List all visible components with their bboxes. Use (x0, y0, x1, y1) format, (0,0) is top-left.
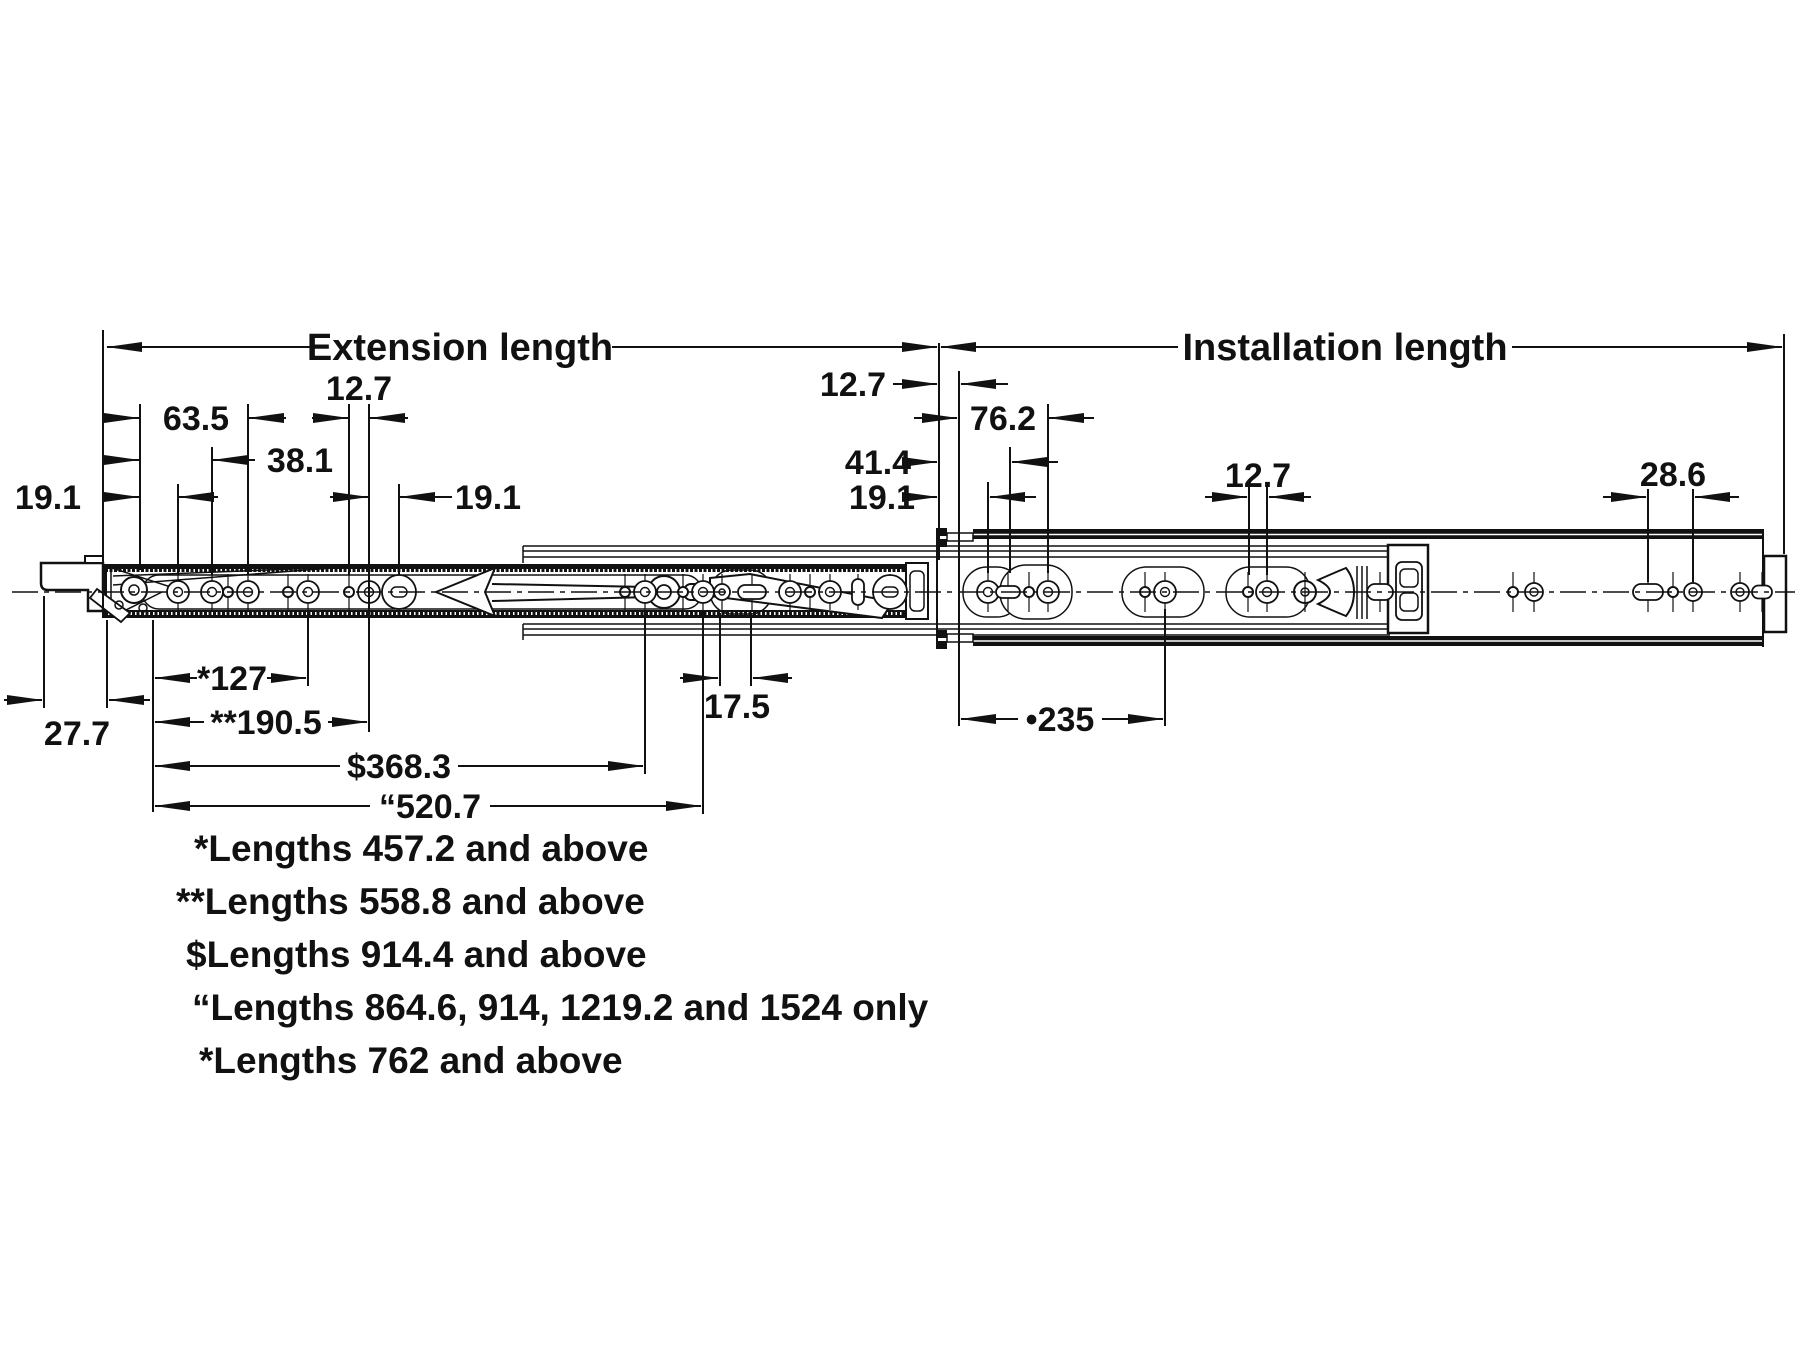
dim-label-19-1-right: 19.1 (848, 479, 916, 517)
dim-label-63-5: 63.5 (162, 400, 230, 438)
dim-label-19-1-far-left: 19.1 (14, 479, 82, 517)
section-label-installation-length: Installation length (1182, 327, 1508, 369)
footnotes (176, 828, 929, 1081)
dim-label-28-6: 28.6 (1639, 456, 1707, 494)
dim-label-12-7-mid: 12.7 (819, 366, 887, 404)
rear-end-block (1388, 545, 1428, 633)
dim-label-12-7-left: 12.7 (325, 370, 393, 408)
front-hook-bracket (41, 556, 103, 611)
dim-label-27-7: 27.7 (43, 715, 111, 753)
footnote-4: “Lengths 864.6, 914, 1219.2 and 1524 only (192, 987, 929, 1028)
dim-label-368-3: $368.3 (347, 748, 451, 786)
footnote-1: *Lengths 457.2 and above (194, 828, 649, 869)
dim-label-520-7: “520.7 (378, 788, 482, 826)
dim-label-17-5: 17.5 (703, 688, 771, 726)
footnote-3: $Lengths 914.4 and above (186, 934, 647, 975)
section-label-extension-length: Extension length (306, 327, 614, 369)
dim-label-19-1-left-2: 19.1 (454, 479, 522, 517)
footnote-2: **Lengths 558.8 and above (176, 881, 645, 922)
dim-label-41-4: 41.4 (844, 444, 912, 482)
dim-label-127: *127 (197, 660, 267, 698)
dim-label-76-2: 76.2 (969, 400, 1037, 438)
dimension-labels (15, 327, 1706, 826)
dim-label-235: •235 (1025, 701, 1095, 739)
dim-label-12-7-right: 12.7 (1224, 457, 1292, 495)
dim-label-190-5: **190.5 (210, 704, 322, 742)
footnote-5: *Lengths 762 and above (199, 1040, 623, 1081)
dim-label-38-1: 38.1 (266, 442, 334, 480)
